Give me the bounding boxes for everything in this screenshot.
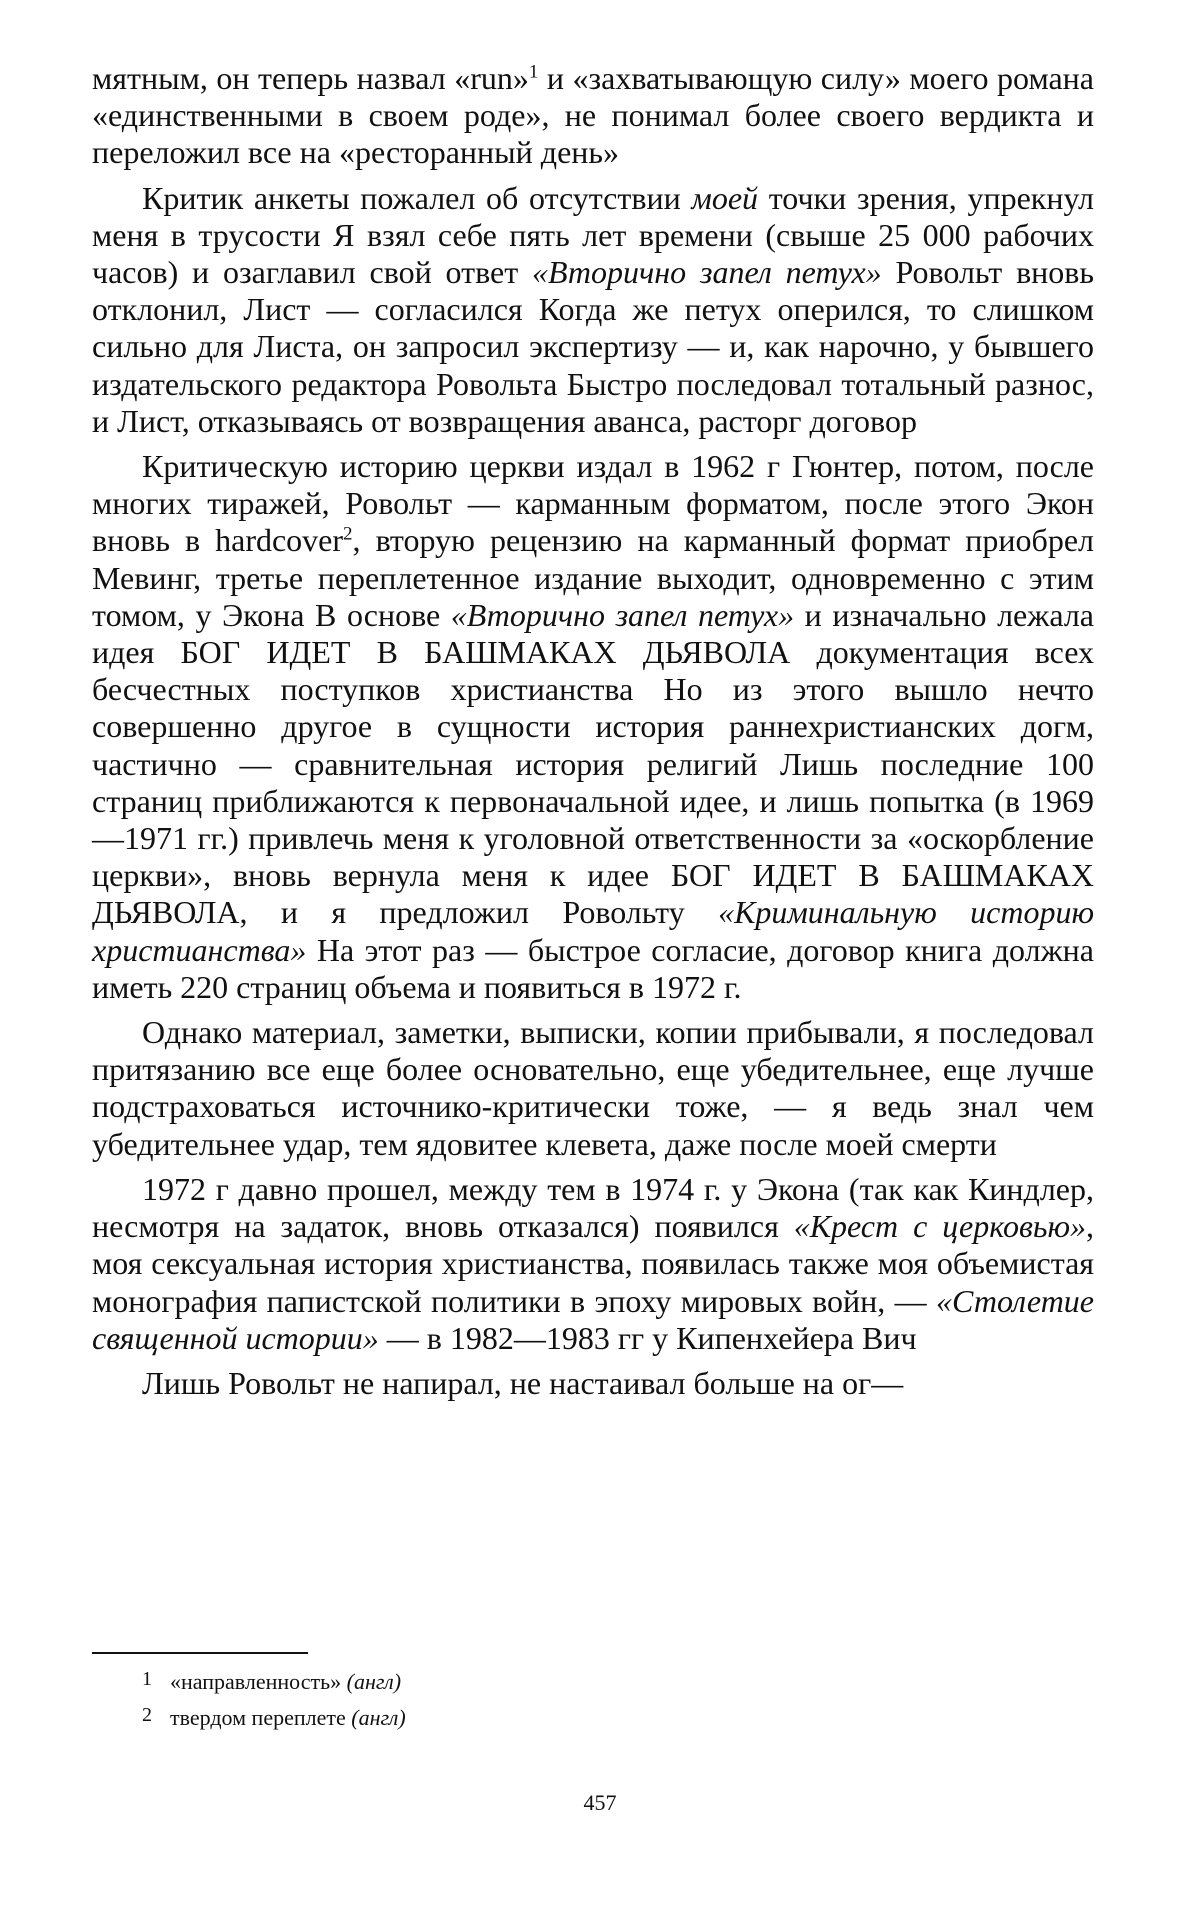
paragraph-4: Однако материал, заметки, выписки, копии прибывали, я последовал притязанию все еще более основательно, еще убедительнее, еще лучше подстраховаться источнико-критически тоже, — я ведь знал чем убедительнее удар, тем ядовитее клевета, даже после моей смерти [92,1014,1094,1162]
book-title: «Вторично запел петух» [531,254,882,291]
text-run: мятным, он теперь назвал «run» [92,60,529,96]
paragraph-2 [92,180,1094,440]
page-number: 457 [583,1790,617,1815]
book-title: «Вторично запел петух» [450,596,795,633]
text-run: , вторую рецензию на карманный формат приобрел Мевинг, третье переплетенное издание выходит, одновременно с этим томом, у Экона В основе [92,522,1095,633]
text-run: точки зрения, упрекнул меня в трусости Я взял себе пять лет времени (свыше 25 000 рабочих часов) и озаглавил свой ответ [92,179,1095,291]
footnote-number: 1 [142,1668,152,1690]
footnote-text: «направленность» [170,1669,347,1694]
book-title: «Столетие священной истории» [92,1282,1094,1356]
text-run: , моя сексуальная история христианства, появилась также моя объемистая монография папистской политики в эпоху мировых войн, — [92,1208,1095,1319]
text-run: Критическую историю церкви издал в 1962 г Гюнтер, потом, после многих тиражей, Ровольт — карманным форматом, после этого Экон вновь в hardcover [92,448,1094,559]
footnote-number: 2 [142,1704,152,1726]
page-body [92,60,1094,1410]
footnote-ref[interactable]: 1 [528,61,539,83]
text-run: и изначально лежала идея БОГ ИДЕТ В БАШМАКАХ ДЬЯВОЛА документация всех бесчестных поступков христианства Но из этого вышло нечто совершенно другое в сущности история раннехристианских догм, частично — сравнительная история религий Лишь последние 100 страниц приближаются к первоначальной идее, и лишь попытка (в 1969—1971 гг.) привлечь меня к уголовной ответственности за «оскорбление церкви», вновь вернула меня к идее БОГ ИДЕТ В БАШМАКАХ ДЬЯВОЛА, и я предложил Ровольту [92,596,1094,931]
text-run: и «захватывающую силу» моего романа «единственными в своем роде», не понимал более своего вердикта и переложил все на «ресторанный день» [92,60,1095,171]
paragraph-6: Лишь Ровольт не напирал, не настаивал больше на ог— [142,1364,904,1401]
footnote-ref[interactable]: 2 [343,523,353,545]
book-title: «Крест с церковью» [793,1208,1087,1245]
footnote-lang: (англ) [351,1705,406,1730]
footnote-1 [142,1664,1042,1700]
book-title: «Криминальную историю христианства» [92,894,1095,968]
footnote-divider [92,1652,308,1654]
text-run: — в 1982—1983 гг у Кипенхейера Вич [378,1319,917,1356]
footnote-lang: (англ) [346,1669,402,1694]
emphasis: моей [691,179,759,216]
footnote-text: твердом переплете [170,1705,352,1730]
text-run: На этот раз — быстрое согласие, договор книга должна иметь 220 страниц объема и появиться в 1972 г. [92,931,1094,1005]
footnote-2 [142,1700,1042,1736]
text-run: Ровольт вновь отклонил, Лист — согласился Когда же петух оперился, то слишком сильно для Листа, он запросил экспертизу — и, как нарочно, у бывшего издательского редактора Ровольта Быстро последовал тотальный разнос, и Лист, отказываясь от возвращения аванса, расторг договор [92,254,1095,439]
paragraph-3 [92,448,1094,1006]
text-run: 1972 г давно прошел, между тем в 1974 г. у Экона (так как Киндлер, несмотря на задаток, вновь отказался) появился [92,1170,1094,1245]
paragraph-5 [92,1171,1094,1357]
paragraph-1 [92,60,1094,172]
footnotes [142,1664,1042,1736]
text-run: Критик анкеты пожалел об отсутствии [142,179,692,216]
